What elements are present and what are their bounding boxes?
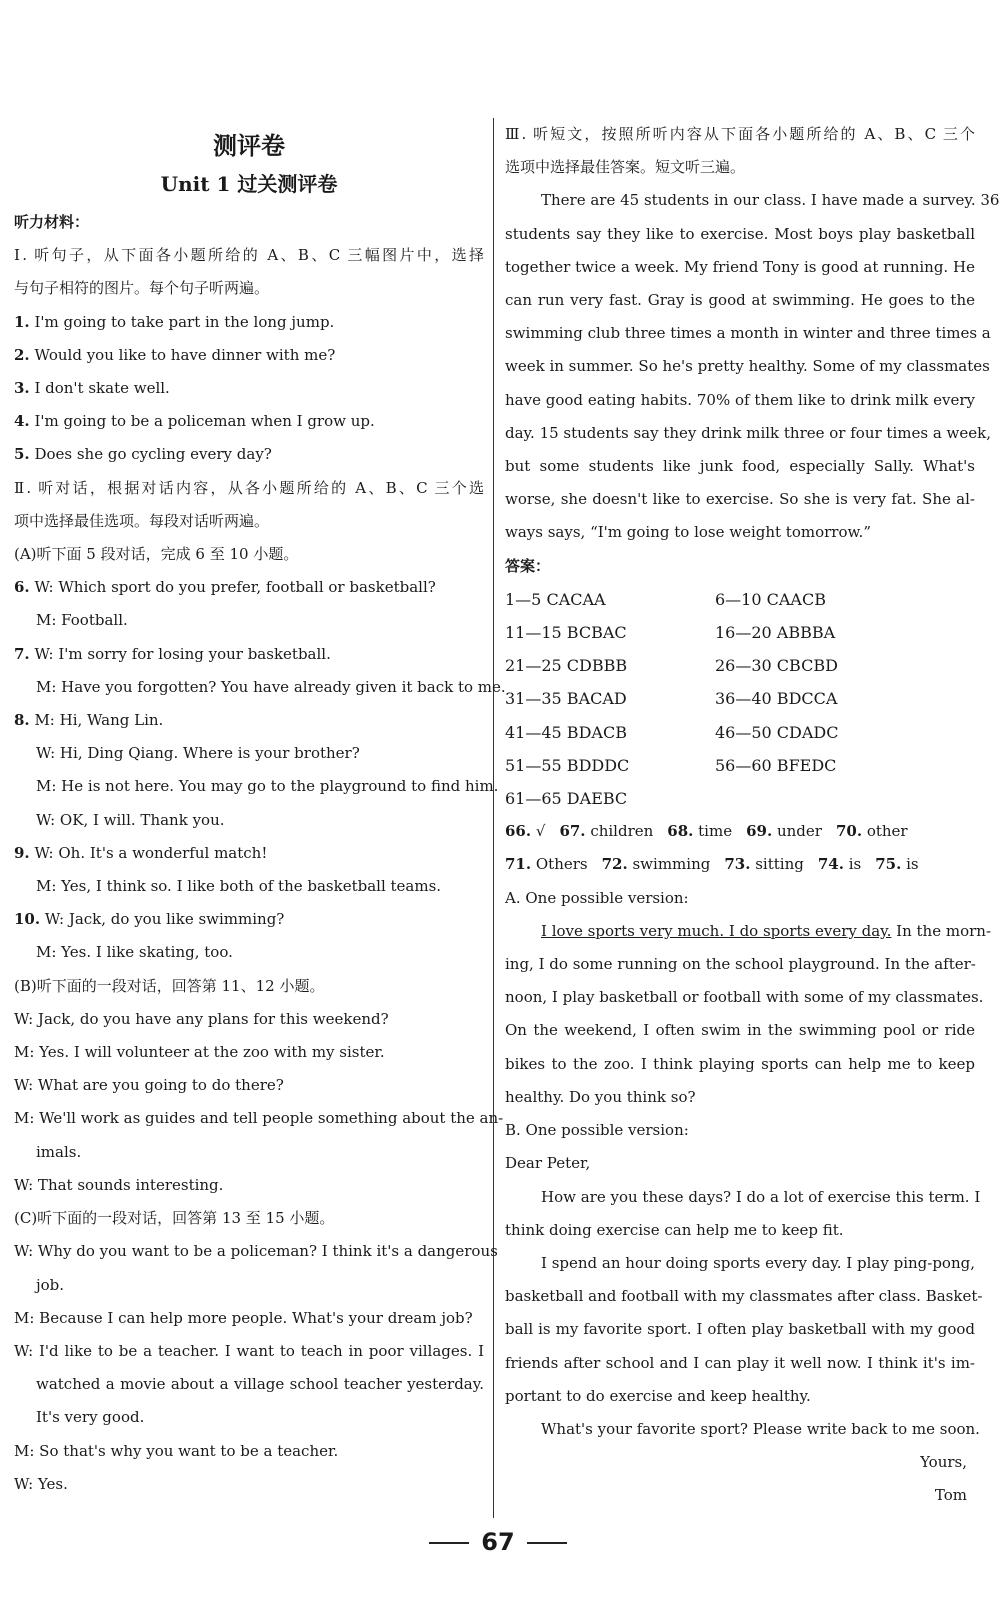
- line-text: friends after school and I can play it well now. I think it's im-: [505, 1353, 975, 1372]
- text-line: [14, 638, 484, 671]
- fill-answer: [836, 815, 908, 848]
- page-number: [0, 1528, 996, 1556]
- text-line: [14, 571, 484, 604]
- answer-group: 46—50 CDADC: [715, 722, 839, 742]
- text-line: [14, 804, 484, 837]
- line-text: think doing exercise can help me to keep fit.: [505, 1220, 844, 1239]
- line-text: What's your favorite sport? Please write back to me soon.: [541, 1419, 980, 1438]
- line-text: M: Yes. I will volunteer at the zoo with my sister.: [14, 1043, 385, 1062]
- text-line: [505, 1247, 975, 1280]
- text-line: [14, 1003, 484, 1036]
- line-text: How are you these days? I do a lot of exercise this term. I: [541, 1187, 981, 1206]
- line-text: (C)听下面的一段对话，回答第 13 至 15 小题。: [14, 1209, 335, 1228]
- text-line: [14, 1169, 484, 1202]
- text-line: [505, 483, 975, 516]
- text-line: [505, 450, 975, 483]
- fill-answer: [724, 848, 804, 881]
- version-a-label: A. One possible version:: [505, 888, 689, 907]
- text-line: [505, 350, 990, 383]
- text-line: [505, 1014, 975, 1047]
- answer-row: [505, 616, 975, 649]
- line-text: 答案：: [505, 556, 551, 575]
- text-line: [505, 218, 975, 251]
- text-line: [14, 604, 484, 637]
- text-line: [505, 1048, 975, 1081]
- answer-word: time: [693, 822, 733, 841]
- answer-group: 21—25 CDBBB: [505, 656, 628, 676]
- line-text: Does she go cycling every day?: [29, 445, 272, 464]
- item-number: 5.: [14, 445, 30, 464]
- line-text: together twice a week. My friend Tony is good at running. He: [505, 257, 975, 276]
- line-text: W: Hi, Ding Qiang. Where is your brother?: [36, 744, 360, 763]
- line-text: M: Football.: [36, 611, 128, 630]
- line-text: M: We'll work as guides and tell people something about the an-: [14, 1109, 504, 1128]
- line-text: There are 45 students in our class. I have made a survey. 36: [541, 191, 999, 210]
- line-text: W: That sounds interesting.: [14, 1175, 224, 1194]
- line-text: Dear Peter,: [505, 1154, 591, 1173]
- fill-answer: [505, 848, 588, 881]
- item-number: 66.: [505, 822, 532, 841]
- line-text: noon, I play basketball or football with some of my classmates.: [505, 988, 984, 1007]
- version-a-first-line: [505, 915, 992, 948]
- text-line: [505, 1181, 981, 1214]
- text-line: [505, 1214, 975, 1247]
- text-line: [14, 206, 484, 239]
- item-number: 68.: [667, 822, 694, 841]
- answer-group: 51—55 BDDDC: [505, 755, 630, 775]
- answer-group: 11—15 BCBAC: [505, 623, 627, 643]
- page-title: 测评卷: [213, 132, 285, 160]
- item-number: 75.: [875, 855, 902, 874]
- line-text: M: Yes. I like skating, too.: [36, 943, 233, 962]
- answer-group: 61—65 DAEBC: [505, 789, 628, 809]
- line-text: (A)听下面 5 段对话，完成 6 至 10 小题。: [14, 545, 299, 564]
- text-line: [14, 438, 484, 471]
- text-line: [505, 981, 984, 1014]
- text-line: [14, 704, 484, 737]
- line-text: M: Because I can help more people. What's your dream job?: [14, 1308, 473, 1327]
- answer-row: [505, 682, 975, 715]
- text-line: [14, 1136, 484, 1169]
- line-text: students say they like to exercise. Most boys play basketball: [505, 224, 975, 243]
- line-text: 与句子相符的图片。每个句子听两遍。: [14, 279, 270, 298]
- fill-answer: [505, 815, 545, 848]
- line-text: Ⅲ. 听短文，按照所听内容从下面各小题所给的 A、B、C 三个: [505, 125, 975, 143]
- text-line: [14, 903, 484, 936]
- line-text: M: So that's why you want to be a teacher.: [14, 1441, 339, 1460]
- text-line: [505, 1280, 983, 1313]
- version-a-first-rest: In the morn-: [891, 921, 992, 940]
- line-text: It's very good.: [36, 1408, 145, 1427]
- line-text: 听力材料：: [14, 213, 90, 231]
- text-line: [14, 671, 506, 704]
- text-line: [14, 505, 484, 538]
- text-line: [14, 405, 484, 438]
- line-text: day. 15 students say they drink milk three or four times a week,: [505, 423, 991, 442]
- text-line: [14, 1102, 504, 1135]
- text-line: [14, 936, 484, 969]
- item-number: 69.: [746, 822, 773, 841]
- line-text: I spend an hour doing sports every day. I play ping-pong,: [541, 1253, 975, 1272]
- answer-word: other: [862, 822, 908, 841]
- page-number-text: 67: [481, 1528, 515, 1556]
- answer-word: under: [772, 822, 822, 841]
- text-line: [14, 1235, 498, 1268]
- text-line: [14, 1036, 484, 1069]
- text-line: [14, 1335, 484, 1368]
- line-text: 项中选择最佳选项。每段对话听两遍。: [14, 511, 270, 530]
- text-line: [14, 1302, 484, 1335]
- text-line: [505, 284, 975, 317]
- line-text: ing, I do some running on the school playground. In the after-: [505, 955, 976, 974]
- answer-group: 16—20 ABBBA: [715, 623, 836, 643]
- text-line: [14, 870, 484, 903]
- answer-word: √: [531, 822, 546, 841]
- text-line: [14, 1401, 484, 1434]
- line-text: basketball and football with my classmates after class. Basket-: [505, 1287, 983, 1306]
- line-text: week in summer. So he's pretty healthy. Some of my classmates: [505, 357, 990, 376]
- line-text: bikes to the zoo. I think playing sports can help me to keep: [505, 1054, 975, 1073]
- line-text: Ⅱ. 听对话，根据对话内容，从各小题所给的 A、B、C 三个选: [14, 478, 484, 497]
- text-line: [505, 1347, 975, 1380]
- line-text: ball is my favorite sport. I often play basketball with my good: [505, 1320, 975, 1339]
- line-text: W: Yes.: [14, 1474, 68, 1493]
- version-b-label: B. One possible version:: [505, 1121, 689, 1140]
- line-text: healthy. Do you think so?: [505, 1087, 696, 1106]
- answer-group: 1—5 CACAA: [505, 589, 606, 609]
- answer-row: [505, 649, 975, 682]
- line-text: ways says, “I'm going to lose weight tomorrow.”: [505, 523, 871, 542]
- line-text: watched a movie about a village school teacher yesterday.: [36, 1375, 484, 1394]
- answer-word: swimming: [627, 855, 711, 874]
- passage-section: [505, 118, 999, 583]
- version-b-letter: [505, 1147, 983, 1512]
- text-line: [14, 372, 484, 405]
- answer-word: sitting: [750, 855, 804, 874]
- item-number: 9.: [14, 843, 30, 862]
- answer-group: 26—30 CBCBD: [715, 656, 838, 676]
- item-number: 7.: [14, 644, 30, 663]
- line-text: (B)听下面的一段对话，回答第 11、12 小题。: [14, 976, 325, 995]
- text-line: [505, 417, 991, 450]
- text-line: [14, 1368, 484, 1401]
- text-line: [14, 970, 484, 1003]
- answer-row: [505, 749, 975, 782]
- line-text: I'm going to take part in the long jump.: [29, 312, 335, 331]
- text-line: [505, 1380, 975, 1413]
- item-number: 3.: [14, 379, 30, 398]
- line-text: M: Hi, Wang Lin.: [29, 711, 164, 730]
- line-text: Ⅰ. 听句子，从下面各小题所给的 A、B、C 三幅图片中，选择: [14, 246, 484, 265]
- text-line: [505, 1479, 975, 1512]
- text-line: [505, 251, 975, 284]
- text-line: [14, 1468, 484, 1501]
- fill-answers-row-2: [505, 848, 975, 881]
- answer-group: 6—10 CAACB: [715, 589, 826, 609]
- text-line: [505, 384, 975, 417]
- answer-row: [505, 716, 975, 749]
- text-line: [14, 538, 484, 571]
- line-text: imals.: [36, 1142, 82, 1161]
- text-line: [505, 1147, 975, 1180]
- item-number: 1.: [14, 312, 30, 331]
- item-number: 4.: [14, 412, 30, 431]
- line-text: Would you like to have dinner with me?: [29, 345, 336, 364]
- unit-subtitle: Unit 1 过关测评卷: [160, 172, 338, 196]
- text-line: [14, 306, 484, 339]
- text-line: [14, 1202, 484, 1235]
- text-line: [14, 272, 484, 305]
- column-divider: [493, 118, 494, 1518]
- text-line: [14, 1069, 484, 1102]
- text-line: [505, 516, 975, 549]
- fill-answer: [818, 848, 861, 881]
- line-text: Tom: [934, 1486, 967, 1505]
- text-line: [14, 737, 484, 770]
- line-text: W: I'm sorry for losing your basketball.: [29, 644, 331, 663]
- text-line: [505, 948, 975, 981]
- text-line: [14, 239, 484, 272]
- line-text: can run very fast. Gray is good at swimming. He goes to the: [505, 291, 975, 310]
- answer-word: is: [843, 855, 862, 874]
- text-line: [505, 184, 999, 217]
- line-text: W: Oh. It's a wonderful match!: [29, 843, 268, 862]
- item-number: 2.: [14, 345, 30, 364]
- item-number: 74.: [817, 855, 844, 874]
- line-text: M: Yes, I think so. I like both of the basketball teams.: [36, 877, 442, 896]
- line-text: but some students like junk food, especially Sally. What's: [505, 457, 975, 476]
- line-text: W: What are you going to do there?: [14, 1076, 284, 1095]
- item-number: 67.: [559, 822, 586, 841]
- line-text: job.: [36, 1275, 65, 1294]
- version-a-text: [505, 948, 984, 1114]
- line-text: On the weekend, I often swim in the swimming pool or ride: [505, 1021, 975, 1040]
- item-number: 70.: [835, 822, 863, 841]
- text-line: [505, 151, 975, 184]
- line-text: W: Jack, do you have any plans for this weekend?: [14, 1009, 389, 1028]
- text-line: [505, 1413, 980, 1446]
- fill-answers-row-1: [505, 815, 975, 848]
- line-text: swimming club three times a month in winter and three times a: [505, 324, 991, 343]
- line-text: M: Have you forgotten? You have already given it back to me.: [36, 677, 506, 696]
- left-column: [14, 118, 506, 1501]
- line-text: worse, she doesn't like to exercise. So she is very fat. She al-: [505, 490, 975, 509]
- fill-answer: [746, 815, 822, 848]
- fill-answer: [667, 815, 732, 848]
- item-number: 6.: [14, 578, 30, 597]
- item-number: 71.: [505, 855, 532, 874]
- text-line: [14, 770, 499, 803]
- answer-group: 36—40 BDCCA: [715, 689, 838, 709]
- item-number: 73.: [724, 855, 751, 874]
- item-number: 72.: [601, 855, 628, 874]
- text-line: [505, 317, 991, 350]
- text-line: [14, 1435, 484, 1468]
- line-text: W: I'd like to be a teacher. I want to teach in poor villages. I: [14, 1341, 484, 1360]
- line-text: portant to do exercise and keep healthy.: [505, 1386, 811, 1405]
- answer-group: 41—45 BDACB: [505, 722, 627, 742]
- listening-script: [14, 206, 506, 1501]
- text-line: [14, 339, 484, 372]
- text-line: [505, 1446, 975, 1479]
- text-line: [14, 1269, 484, 1302]
- answer-group: 56—60 BFEDC: [715, 755, 837, 775]
- line-text: W: Which sport do you prefer, football or basketball?: [29, 578, 436, 597]
- text-line: [14, 837, 484, 870]
- line-text: W: OK, I will. Thank you.: [36, 810, 225, 829]
- text-line: [505, 118, 975, 151]
- line-text: W: Jack, do you like swimming?: [40, 910, 285, 929]
- item-number: 10.: [14, 910, 41, 929]
- text-line: [505, 1313, 975, 1346]
- line-text: have good eating habits. 70% of them like to drink milk every: [505, 390, 975, 409]
- version-a-topic-sentence: I love sports very much. I do sports every day.: [541, 921, 892, 940]
- line-text: Yours,: [920, 1453, 967, 1472]
- answer-word: Others: [531, 855, 588, 874]
- line-text: W: Why do you want to be a policeman? I think it's a dangerous: [14, 1242, 498, 1261]
- answer-word: is: [901, 855, 919, 874]
- line-text: M: He is not here. You may go to the playground to find him.: [36, 777, 499, 796]
- line-text: I'm going to be a policeman when I grow up.: [29, 412, 375, 431]
- fill-answer: [602, 848, 711, 881]
- answer-key: [505, 583, 975, 815]
- fill-answer: [875, 848, 918, 881]
- line-text: 选项中选择最佳答案。短文听三遍。: [505, 158, 746, 177]
- answer-row: [505, 583, 975, 616]
- answer-row: [505, 782, 975, 815]
- line-text: I don't skate well.: [29, 379, 170, 398]
- right-column: [505, 118, 999, 1513]
- text-line: [505, 1081, 975, 1114]
- answer-word: children: [585, 822, 654, 841]
- answer-group: 31—35 BACAD: [505, 689, 627, 709]
- fill-answer: [559, 815, 653, 848]
- text-line: [14, 472, 484, 505]
- item-number: 8.: [14, 711, 30, 730]
- text-line: [505, 550, 975, 583]
